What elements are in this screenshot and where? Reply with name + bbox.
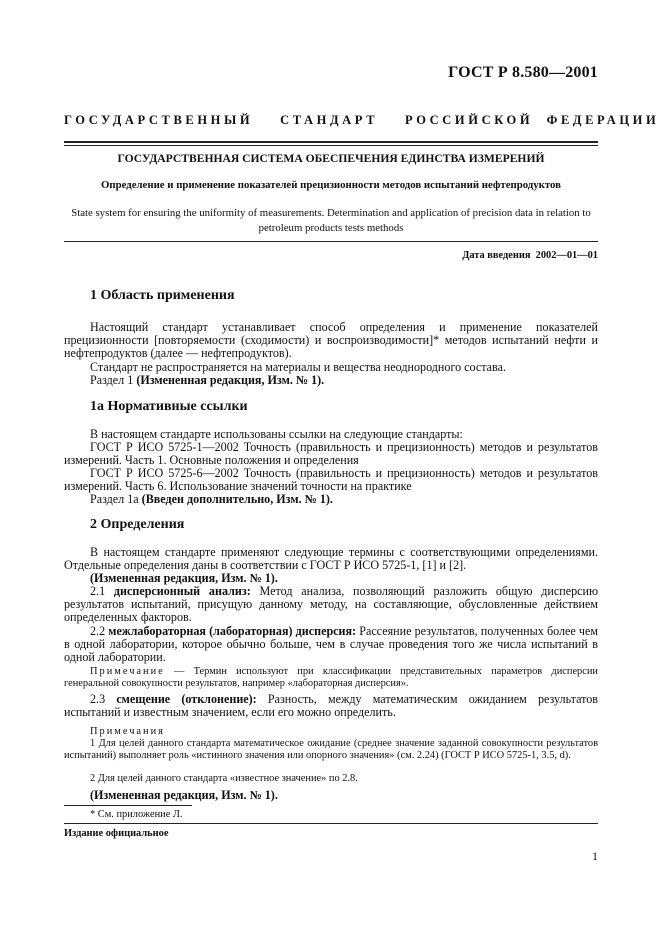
- definition-2-3-number: 2.3: [90, 692, 117, 706]
- section-1a-amendment-bold: (Введен дополнительно, Изм. № 1).: [141, 492, 333, 506]
- section-2-amendment-1-bold: (Измененная редакция, Изм. № 1).: [90, 571, 278, 585]
- section-2-paragraph-1: В настоящем стандарте применяют следующие термины с соответствующими определениями. Отдельные определения даны в соответствии с ГОСТ Р ИСО 5725-1, [1] и [2].: [64, 545, 598, 573]
- introduction-date: Дата введения 2002—01—01: [462, 250, 598, 261]
- footnote: * См. приложение Л.: [90, 809, 183, 820]
- definition-2-2: [64, 625, 598, 665]
- section-1a-reference-1: ГОСТ Р ИСО 5725-1—2002 Точность (правильность и прецизионность) методов и результатов измерений. Часть 1. Основные положения и определения: [64, 440, 598, 468]
- title-rule: [64, 241, 598, 242]
- section-1-amendment-bold: (Измененная редакция, Изм. № 1).: [136, 373, 325, 387]
- definition-2-2-number: 2.2: [90, 624, 109, 638]
- definition-2-1: [64, 585, 598, 625]
- note-2-2: [64, 666, 598, 690]
- section-1-paragraph-1: Настоящий стандарт устанавливает способ определения и применение показателей прецизионности [повторяемости (сходимости) и воспроизводимости]* методов испытаний нефти и нефтепродуктов (далее — нефтепродуктов).: [64, 320, 598, 361]
- section-1-paragraph-2: Стандарт не распространяется на материалы и вещества неоднородного состава.: [90, 360, 506, 374]
- definition-2-2-text: Рассеяние результатов, полученных более чем в одной лаборатории, которое обычно больше, чем в случае проведения того же числа испытаний в одной лаборатории.: [64, 624, 599, 665]
- section-2-amendment-2: [64, 789, 598, 802]
- note-2-2-label: Примечание: [90, 666, 165, 677]
- system-title: ГОСУДАРСТВЕННАЯ СИСТЕМА ОБЕСПЕЧЕНИЯ ЕДИНСТВА ИЗМЕРЕНИЙ: [117, 152, 545, 165]
- section-1a-amendment: [64, 493, 598, 506]
- section-2-amendment-2-bold: (Измененная редакция, Изм. № 1).: [90, 788, 278, 802]
- page-number: 1: [592, 849, 598, 863]
- definition-2-3: [64, 693, 598, 719]
- header-rule-thick: [64, 141, 598, 143]
- definition-2-1-term: дисперсионный анализ:: [113, 584, 251, 598]
- section-1-heading: 1 Область применения: [90, 288, 235, 303]
- official-edition-label: Издание официальное: [64, 828, 169, 839]
- section-1a-amendment-prefix: Раздел 1а: [90, 492, 142, 506]
- section-1a-reference-2: ГОСТ Р ИСО 5725-6—2002 Точность (правильность и прецизионность) методов и результатов измерений. Часть 6. Использование значений точности на практике: [64, 466, 598, 494]
- section-1a-paragraph-1: В настоящем стандарте использованы ссылки на следующие стандарты:: [90, 427, 463, 441]
- english-title: State system for ensuring the uniformity of measurements. Determination and application of precision data in relation to petroleum products tests methods: [71, 207, 591, 234]
- footer-rule: [64, 823, 598, 824]
- footnote-rule: [64, 805, 192, 806]
- definition-2-3-text: Разность, между математическим ожиданием результатов испытаний и известным значением, если его можно определить.: [64, 692, 599, 720]
- definition-2-2-term: межлабораторная (лабораторная) дисперсия:: [108, 624, 357, 638]
- section-2-heading: 2 Определения: [90, 517, 185, 532]
- document-subtitle: Определение и применение показателей прецизионности методов испытаний нефтепродуктов: [100, 179, 562, 191]
- state-standard-heading: ГОСУДАРСТВЕННЫЙ СТАНДАРТ РОССИЙСКОЙ ФЕДЕРАЦИИ: [64, 113, 660, 127]
- definition-2-1-text: Метод анализа, позволяющий разложить общую дисперсию результатов испытаний, присущую данному методу, на составляющие, обусловленные действием определенных факторов.: [64, 584, 599, 625]
- section-1-amendment: [64, 374, 598, 387]
- note-2: 2 Для целей данного стандарта «известное значение» по 2.8.: [90, 773, 358, 784]
- note-2-2-text: — Термин используют при классификации представительных параметров дисперсии генеральной совокупности результатов, например «лабораторная дисперсия».: [64, 666, 598, 689]
- definition-2-1-number: 2.1: [90, 584, 114, 598]
- notes-label-text: Примечания: [90, 726, 165, 737]
- document-number: ГОСТ Р 8.580—2001: [448, 64, 598, 81]
- notes-label: [64, 726, 598, 738]
- note-1: 1 Для целей данного стандарта математическое ожидание (среднее значение заданной совокупности результатов испытаний) выполняет роль «истинного значения или опорного значения» (см. 2.24) (ГОСТ Р ИСО 5725-1, 3.5, d).: [64, 738, 598, 761]
- definition-2-3-term: смещение (отклонение):: [116, 692, 257, 706]
- header-rule-thin: [64, 145, 598, 146]
- section-1-amendment-prefix: Раздел 1: [90, 373, 137, 387]
- section-1a-heading: 1а Нормативные ссылки: [90, 399, 248, 414]
